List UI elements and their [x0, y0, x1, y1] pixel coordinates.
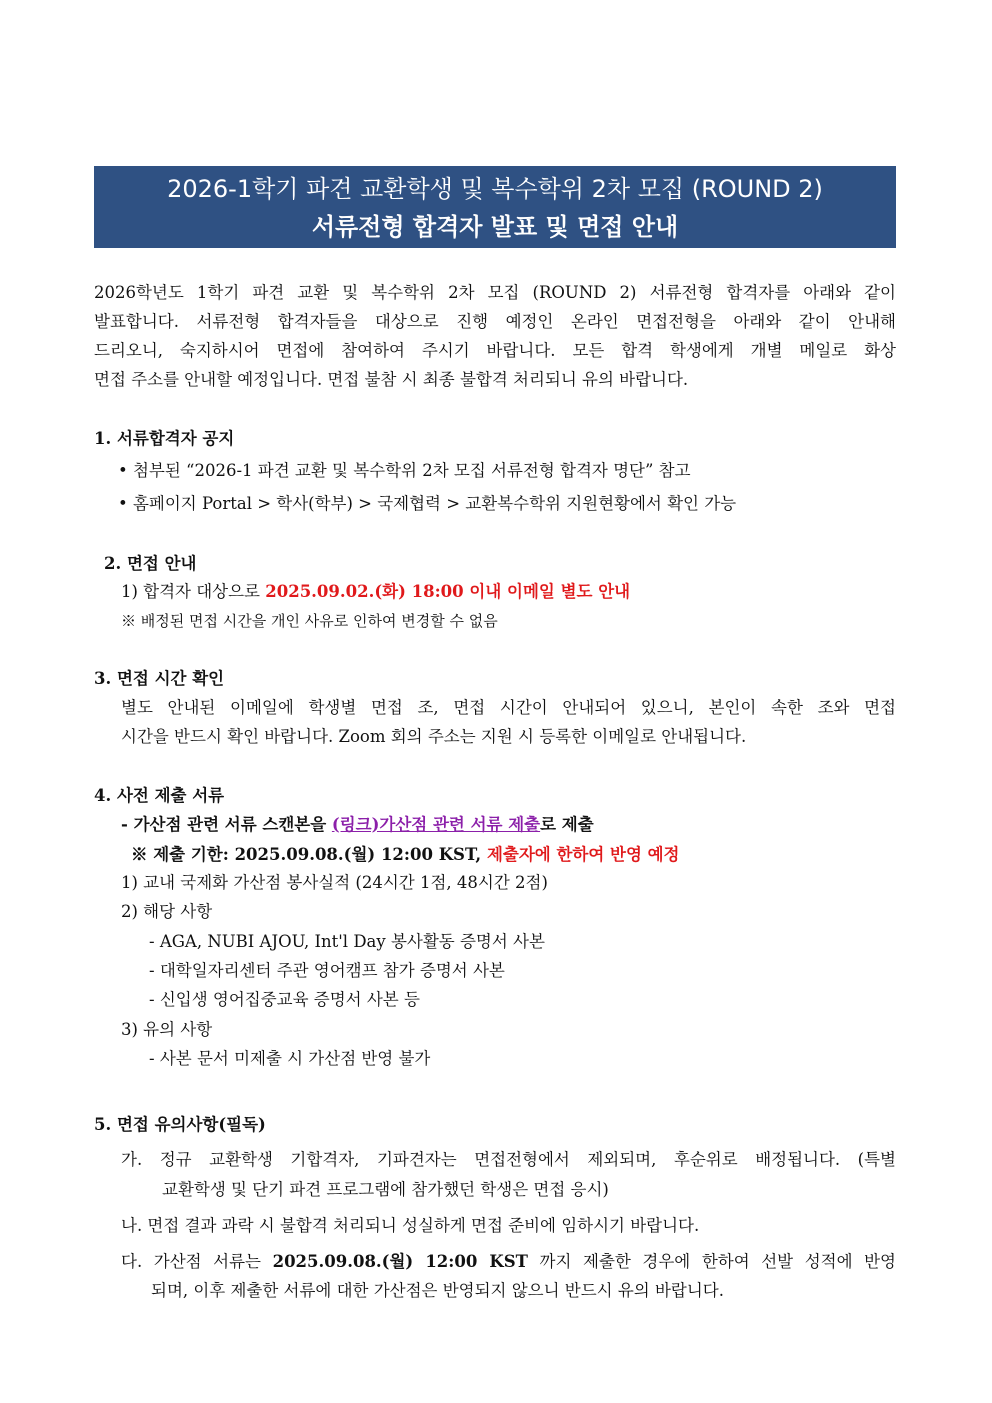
section4-sub-1: - AGA, NUBI AJOU, Int'l Day 봉사활동 증명서 사본 — [149, 932, 545, 951]
section4-sub-2: - 대학일자리센터 주관 영어캠프 참가 증명서 사본 — [149, 961, 505, 980]
section5-item-na: 나. 면접 결과 과락 시 불합격 처리되니 성실하게 면접 준비에 임하시기 바랍니다. — [121, 1216, 700, 1235]
section4-deadline-line — [131, 843, 680, 867]
section4-submit-prefix: - 가산점 관련 서류 스캔본을 — [121, 815, 332, 834]
intro-line-4: 면접 주소를 안내할 예정입니다. 면접 불참 시 최종 불합격 처리되니 유의 바랍니다. — [94, 370, 689, 389]
section4-submit-suffix: 로 제출 — [540, 815, 594, 834]
section4-sub-4: - 사본 문서 미제출 시 가산점 반영 불가 — [149, 1049, 431, 1068]
section2-heading: 2. 면접 안내 — [104, 554, 197, 573]
section1-heading: 1. 서류합격자 공지 — [94, 429, 235, 448]
section5-item-da-prefix: 다. 가산점 서류는 — [121, 1252, 273, 1271]
title-banner — [94, 166, 896, 248]
section5-item-da-line-2: 되며, 이후 제출한 서류에 대한 가산점은 반영되지 않으니 반드시 유의 바랍니다. — [151, 1281, 724, 1300]
section4-heading: 4. 사전 제출 서류 — [94, 786, 225, 805]
section3-line-2: 시간을 반드시 확인 바랍니다. Zoom 회의 주소는 지원 시 등록한 이메일로 안내됩니다. — [121, 727, 747, 746]
section2-item-1-prefix: 1) 합격자 대상으로 — [121, 582, 266, 601]
section5-item-da-suffix: 까지 제출한 경우에 한하여 선발 성적에 반영 — [527, 1252, 896, 1271]
section4-deadline-prefix: ※ 제출 기한: 2025.09.08.(월) 12:00 KST, — [131, 845, 487, 864]
section5-item-da-line-1 — [121, 1250, 896, 1274]
section4-sub-3: - 신입생 영어집중교육 증명서 사본 등 — [149, 990, 420, 1009]
section2-note: ※ 배정된 면접 시간을 개인 사유로 인하여 변경할 수 없음 — [121, 612, 498, 630]
section4-item-1: 1) 교내 국제화 가산점 봉사실적 (24시간 1점, 48시간 2점) — [121, 873, 548, 892]
section4-deadline-note: 제출자에 한하여 반영 예정 — [486, 845, 680, 864]
intro-line-1: 2026학년도 1학기 파견 교환 및 복수학위 2차 모집 (ROUND 2) 서류전형 합격자를 아래와 같이 — [94, 283, 896, 302]
title-line-2: 서류전형 합격자 발표 및 면접 안내 — [311, 213, 679, 241]
section2-item-1 — [121, 580, 630, 604]
section3-line-1: 별도 안내된 이메일에 학생별 면접 조, 면접 시간이 안내되어 있으니, 본인이 속한 조와 면접 — [121, 698, 896, 717]
section3-heading: 3. 면접 시간 확인 — [94, 669, 225, 688]
intro-line-2: 발표합니다. 서류전형 합격자들을 대상으로 진행 예정인 온라인 면접전형을 아래와 같이 안내해 — [94, 312, 896, 331]
submission-link[interactable]: (링크)가산점 관련 서류 제출 — [331, 815, 541, 834]
section1-bullet-2: • 홈페이지 Portal > 학사(학부) > 국제협력 > 교환복수학위 지원현황에서 확인 가능 — [118, 494, 737, 513]
section1-bullet-1: • 첨부된 “2026-1 파견 교환 및 복수학위 2차 모집 서류전형 합격자 명단” 참고 — [118, 461, 691, 480]
section5-item-da-deadline: 2025.09.08.(월) 12:00 KST — [272, 1252, 528, 1271]
section4-item-3: 3) 유의 사항 — [121, 1020, 213, 1039]
section2-item-1-deadline: 2025.09.02.(화) 18:00 이내 이메일 별도 안내 — [265, 582, 631, 601]
section5-heading: 5. 면접 유의사항(필독) — [94, 1115, 266, 1134]
section5-item-ga-line-2: 교환학생 및 단기 파견 프로그램에 참가했던 학생은 면접 응시) — [162, 1180, 609, 1199]
intro-line-3: 드리오니, 숙지하시어 면접에 참여하여 주시기 바랍니다. 모든 합격 학생에게 개별 메일로 화상 — [94, 341, 896, 360]
section4-submit-line — [121, 813, 594, 837]
section4-item-2: 2) 해당 사항 — [121, 902, 213, 921]
title-line-1: 2026-1학기 파견 교환학생 및 복수학위 2차 모집 (ROUND 2) — [167, 175, 823, 203]
section5-item-ga-line-1: 가. 정규 교환학생 기합격자, 기파견자는 면접전형에서 제외되며, 후순위로 배정됩니다. (특별 — [121, 1150, 896, 1169]
